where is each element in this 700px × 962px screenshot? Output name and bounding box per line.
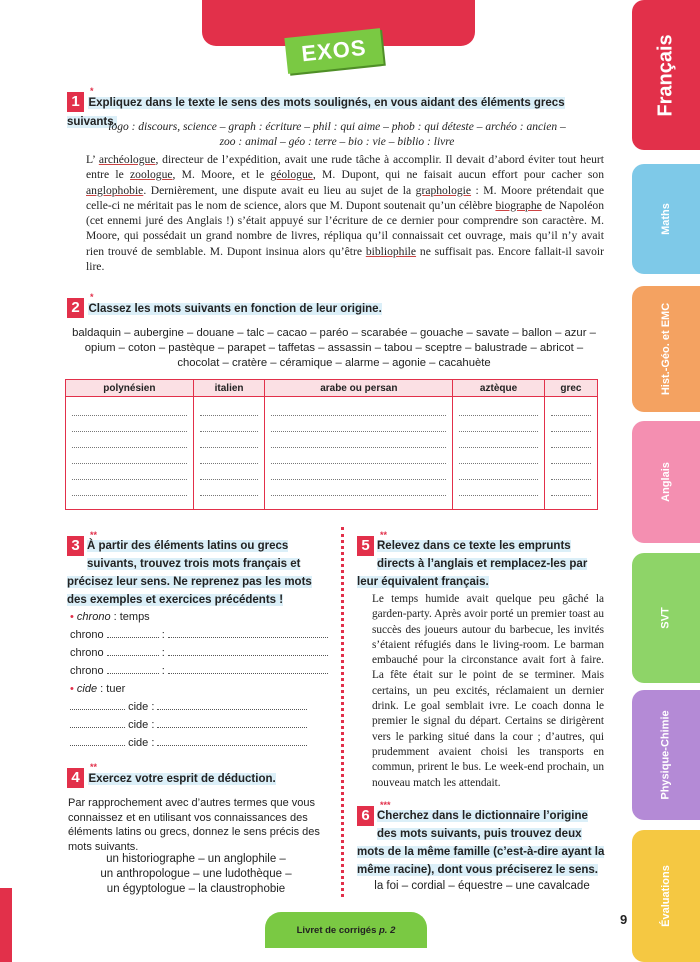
- col-arabe-persan: arabe ou persan: [265, 380, 453, 397]
- answer-line[interactable]: [157, 709, 307, 710]
- answer-line[interactable]: [168, 637, 328, 638]
- word-anglophobie: anglophobie: [86, 183, 144, 197]
- ex1-text: L’ archéologue, directeur de l’expédition, avait une rude tâche à accomplir. Il devait d’abord éviter tout heurt entre le zoologue, M. Moore, et le géologue, M. Dupont, qui ne faisait aucun effort pour cacher son anglophobie. Dernièrement, une dispute avait eu lieu au sujet de la graphologie : M. Moore prétendait que celle-ci ne méritait pas le nom de science, alors que M. Dupont soutenait qu’un célèbre biographe de Napoléon (cet ennemi juré des Anglais !) s’était appuyé sur l’écriture de ce dernier pour comprendre son caractère. M. Moore, qui possédait un grand nombre de livres, répliqua qu’il connaissait cet ouvrage, mais qu’il n’y avait rien trouvé de semblable. M. Dupont insinua alors qu’être bibliophile ne suffisait pas. Encore fallait-il savoir lire.: [86, 153, 605, 274]
- ex2-stars: *: [90, 292, 94, 302]
- answer-line[interactable]: [157, 745, 307, 746]
- tab-physique-chimie[interactable]: Physique-Chimie: [632, 690, 700, 820]
- ex3-element2: • cide : tuer cide : cide : cide :: [70, 680, 332, 752]
- ex4-number: 4: [67, 768, 84, 788]
- tab-anglais[interactable]: Anglais: [632, 421, 700, 543]
- col-grec: grec: [544, 380, 597, 397]
- ex4-stars: **: [90, 762, 98, 772]
- ex5-instruction: Relevez dans ce texte les emprunts directs à l’anglais et remplacez-les par leur équivalent français.: [357, 540, 588, 588]
- exos-badge: EXOS: [284, 28, 383, 74]
- ex4-list-line2: un anthropologue – une ludothèque –: [100, 868, 292, 880]
- answer-cell[interactable]: [265, 397, 453, 510]
- col-azteque: aztèque: [453, 380, 545, 397]
- answer-line[interactable]: [157, 727, 307, 728]
- ex1-instruction: Expliquez dans le texte le sens des mots soulignés, en vous aidant des éléments grecs suivants.: [67, 97, 565, 128]
- ex2-words-line3: chocolat – cratère – céramique – alarme – agonie – cacahuète: [177, 357, 491, 369]
- ex2-header: [67, 298, 607, 318]
- ex6-stars: ***: [380, 800, 391, 810]
- ex4-text: Par rapprochement avec d’autres termes que vous connaissez et en utilisant vos connaissances des éléments latins ou grecs, donnez le sens précis des mots suivants.: [68, 797, 320, 853]
- tab-svt[interactable]: SVT: [632, 553, 700, 683]
- col-polynesien: polynésien: [66, 380, 194, 397]
- word-zoologue: zoologue: [130, 168, 173, 182]
- ex5-number: 5: [357, 536, 374, 556]
- ex3-element1: • chrono : temps chrono : chrono : chrono :: [70, 608, 332, 680]
- ex3-number: 3: [67, 536, 84, 556]
- ex6-header: [357, 806, 607, 878]
- left-edge-bar: [0, 888, 12, 962]
- column-divider: [341, 527, 344, 897]
- tab-evaluations[interactable]: Évaluations: [632, 830, 700, 962]
- ex5-header: [357, 536, 607, 590]
- ex1-number: 1: [67, 92, 84, 112]
- ex6-instruction: Cherchez dans le dictionnaire l’origine des mots suivants, puis trouvez deux mots de la même famille (c’est-à-dire ayant la même racine), dont vous préciserez le sens.: [357, 810, 605, 876]
- tab-histgeo[interactable]: Hist.-Géo. et EMC: [632, 286, 700, 412]
- ex2-number: 2: [67, 298, 84, 318]
- footer-label: Livret de corrigés: [296, 924, 377, 936]
- col-italien: italien: [193, 380, 265, 397]
- ex2-instruction: Classez les mots suivants en fonction de leur origine.: [88, 303, 382, 316]
- ex5-text: Le temps humide avait quelque peu gâché la garden-party. Après avoir porté un premier toast au succès des joueurs autour du barbecue, les invités s’étaient réfugiés dans le living-room. Le barman embauché pour la circonstance avait fort à faire. La fête était sur le point de se terminer. Mais certains, un peu excités, réclamaient un dernier drink. Le goal semblait ivre. Le coach donna le premier le signal du départ. Certains se dirigèrent vers le parking situé dans la cour ; d’autres, qui prudemment avaient choisi les transports en commun, prirent le bus. Le week-end prochain, un nouveau match les attendait.: [372, 593, 604, 789]
- word-biographe: biographe: [495, 198, 542, 212]
- tab-maths[interactable]: Maths: [632, 164, 700, 274]
- page-number: 9: [620, 912, 628, 927]
- ex5-stars: **: [380, 530, 388, 540]
- ex1-stars: *: [90, 86, 94, 96]
- corrections-link[interactable]: [265, 912, 427, 948]
- word-geologue: géologue: [270, 168, 313, 182]
- ex1-hints: [72, 120, 602, 150]
- ex2-words-line2: opium – coton – pastèque – parapet – taffetas – assassin – tabou – sceptre – balustrade – abricot –: [84, 342, 584, 354]
- ex1-hints-line2: zoo : animal – géo : terre – bio : vie – biblio : livre: [219, 136, 455, 148]
- ex3-instruction: À partir des éléments latins ou grecs suivants, trouvez trois mots français et précisez leur sens. Ne reprenez pas les mots des exemples et exercices précédents !: [67, 540, 312, 606]
- answer-cell[interactable]: [193, 397, 265, 510]
- ex4-instruction: Exercez votre esprit de déduction.: [88, 773, 276, 786]
- answer-cell[interactable]: [66, 397, 194, 510]
- origin-table: [65, 379, 598, 510]
- tab-francais[interactable]: Français: [632, 0, 700, 150]
- ex4-list-line1: un historiographe – un anglophile –: [106, 853, 286, 865]
- word-archeologue: archéologue: [98, 153, 156, 166]
- answer-line[interactable]: [168, 673, 328, 674]
- ex1-hints-line1: logo : discours, science – graph : écriture – phil : qui aime – phob : qui déteste – archéo : ancien –: [108, 121, 566, 133]
- ex3-header: [67, 536, 322, 608]
- word-bibliophile: bibliophile: [365, 244, 417, 258]
- ex6-words: la foi – cordial – équestre – une cavalcade: [374, 880, 590, 892]
- ex2-words-line1: baldaquin – aubergine – douane – talc – cacao – paréo – scarabée – gouache – savate – ballon – azur –: [72, 327, 596, 339]
- answer-cell[interactable]: [453, 397, 545, 510]
- ex6-number: 6: [357, 806, 374, 826]
- ex4-list-line3: un égyptologue – la claustrophobie: [106, 883, 286, 895]
- ex3-stars: **: [90, 530, 98, 540]
- ex4-list: [68, 852, 324, 897]
- answer-cell[interactable]: [544, 397, 597, 510]
- ex4-header: [67, 768, 327, 788]
- footer-page-ref: p. 2: [379, 924, 396, 936]
- ex2-words: [66, 326, 602, 371]
- answer-line[interactable]: [168, 655, 328, 656]
- word-graphologie: graphologie: [415, 183, 472, 197]
